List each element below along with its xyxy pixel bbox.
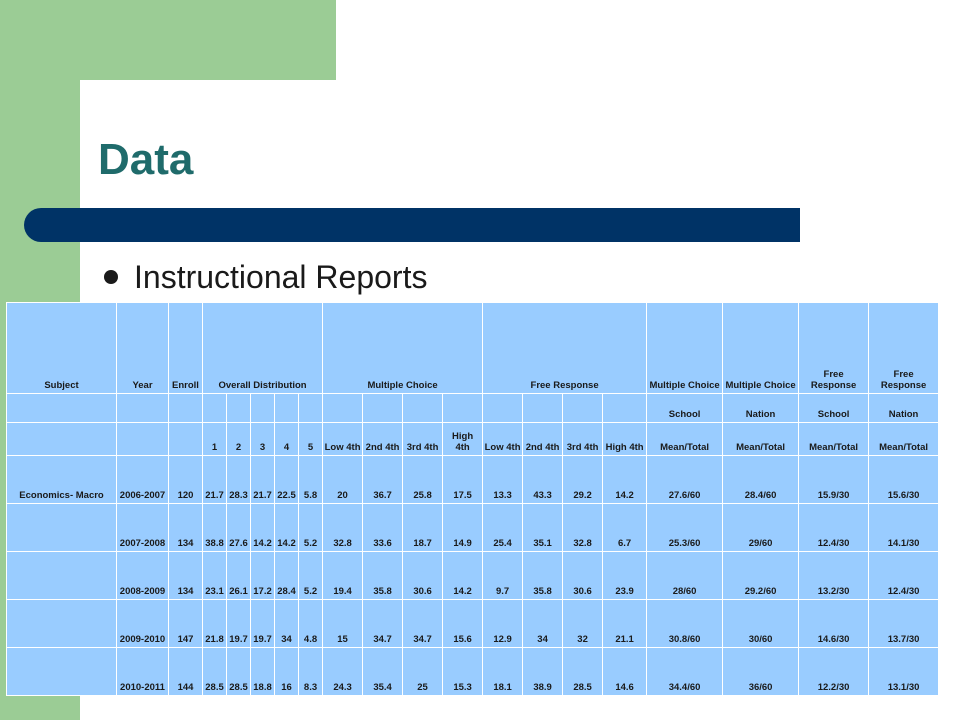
table-cell: 34 — [523, 600, 563, 648]
header-free-response: Free Response — [483, 303, 647, 394]
header3-cell: Low 4th — [483, 423, 523, 456]
table-cell: 21.8 — [203, 600, 227, 648]
table-cell: 2006-2007 — [117, 456, 169, 504]
header3-cell: 3 — [251, 423, 275, 456]
table-cell — [7, 600, 117, 648]
header2-cell — [117, 394, 169, 423]
table-cell: 35.8 — [523, 552, 563, 600]
table-cell: 36/60 — [723, 648, 799, 696]
table-cell: 5.2 — [299, 504, 323, 552]
table-cell: 20 — [323, 456, 363, 504]
header-enroll: Enroll — [169, 303, 203, 394]
table-cell: 14.2 — [251, 504, 275, 552]
table-cell: 36.7 — [363, 456, 403, 504]
table-row — [7, 600, 939, 648]
table-cell: 34 — [275, 600, 299, 648]
table-cell: 17.2 — [251, 552, 275, 600]
table-cell: 25.8 — [403, 456, 443, 504]
table-row — [7, 552, 939, 600]
table-cell: 30.6 — [403, 552, 443, 600]
table-cell: 28.5 — [563, 648, 603, 696]
header2-cell — [299, 394, 323, 423]
table-cell: 5.2 — [299, 552, 323, 600]
table-cell: 12.4/30 — [869, 552, 939, 600]
table-cell: 12.2/30 — [799, 648, 869, 696]
table-cell: 34.7 — [403, 600, 443, 648]
table-cell: 32.8 — [323, 504, 363, 552]
header2-cell — [403, 394, 443, 423]
header2-cell — [275, 394, 299, 423]
header3-cell: 3rd 4th — [403, 423, 443, 456]
table-cell: 30.6 — [563, 552, 603, 600]
table-cell: 21.7 — [203, 456, 227, 504]
table-cell: 14.9 — [443, 504, 483, 552]
table-cell: 23.1 — [203, 552, 227, 600]
table-cell: 29/60 — [723, 504, 799, 552]
table-cell: 38.8 — [203, 504, 227, 552]
table-cell: 43.3 — [523, 456, 563, 504]
header3-cell: 2 — [227, 423, 251, 456]
table-cell: 35.4 — [363, 648, 403, 696]
header3-cell: 1 — [203, 423, 227, 456]
table-cell: 14.2 — [443, 552, 483, 600]
table-cell — [7, 648, 117, 696]
header2-nation-2: Nation — [869, 394, 939, 423]
table-cell: 2008-2009 — [117, 552, 169, 600]
header3-cell: Mean/Total — [799, 423, 869, 456]
header-fr-nation: Free Response — [869, 303, 939, 394]
header3-cell: 3rd 4th — [563, 423, 603, 456]
header2-cell — [483, 394, 523, 423]
slide-title: Data — [98, 135, 194, 184]
header2-cell — [603, 394, 647, 423]
header3-cell: Mean/Total — [723, 423, 799, 456]
header3-cell — [7, 423, 117, 456]
table-cell: 25 — [403, 648, 443, 696]
table-cell: 23.9 — [603, 552, 647, 600]
header-mc-school: Multiple Choice — [647, 303, 723, 394]
table-cell: 19.4 — [323, 552, 363, 600]
table-cell: 30.8/60 — [647, 600, 723, 648]
table-cell: 13.2/30 — [799, 552, 869, 600]
header3-cell: Mean/Total — [647, 423, 723, 456]
table-cell: 19.7 — [227, 600, 251, 648]
table-cell: 8.3 — [299, 648, 323, 696]
table-cell: 134 — [169, 504, 203, 552]
table-cell: 6.7 — [603, 504, 647, 552]
header3-cell: High 4th — [443, 423, 483, 456]
table-cell: 4.8 — [299, 600, 323, 648]
table-cell: 32.8 — [563, 504, 603, 552]
table-row — [7, 648, 939, 696]
table-cell: 12.9 — [483, 600, 523, 648]
header3-cell: 4 — [275, 423, 299, 456]
header2-nation-1: Nation — [723, 394, 799, 423]
table-cell: 24.3 — [323, 648, 363, 696]
header-row-3 — [7, 423, 939, 456]
header2-school-2: School — [799, 394, 869, 423]
table-cell: 2007-2008 — [117, 504, 169, 552]
table-cell: 15.9/30 — [799, 456, 869, 504]
header-row-2 — [7, 394, 939, 423]
table-cell: 30/60 — [723, 600, 799, 648]
instructional-report-table — [6, 302, 939, 696]
header-year: Year — [117, 303, 169, 394]
table-cell: 38.9 — [523, 648, 563, 696]
header3-cell: Low 4th — [323, 423, 363, 456]
header-multiple-choice: Multiple Choice — [323, 303, 483, 394]
table-cell: 2010-2011 — [117, 648, 169, 696]
header2-school-1: School — [647, 394, 723, 423]
table-cell: 15.3 — [443, 648, 483, 696]
table-cell: Economics- Macro — [7, 456, 117, 504]
table-cell — [7, 504, 117, 552]
table-cell: 15 — [323, 600, 363, 648]
table-cell: 28/60 — [647, 552, 723, 600]
header2-cell — [251, 394, 275, 423]
table-cell: 147 — [169, 600, 203, 648]
table-cell: 21.1 — [603, 600, 647, 648]
header3-cell: 5 — [299, 423, 323, 456]
table-cell: 14.6 — [603, 648, 647, 696]
table-cell: 14.6/30 — [799, 600, 869, 648]
table-cell: 28.3 — [227, 456, 251, 504]
report-table-container — [6, 302, 938, 693]
header2-cell — [169, 394, 203, 423]
table-cell: 32 — [563, 600, 603, 648]
header2-cell — [443, 394, 483, 423]
table-cell: 14.1/30 — [869, 504, 939, 552]
header2-cell — [523, 394, 563, 423]
table-cell: 12.4/30 — [799, 504, 869, 552]
table-cell: 2009-2010 — [117, 600, 169, 648]
table-cell: 35.8 — [363, 552, 403, 600]
table-cell: 34.7 — [363, 600, 403, 648]
table-cell — [7, 552, 117, 600]
table-row — [7, 504, 939, 552]
header-row-1 — [7, 303, 939, 394]
table-cell: 28.5 — [203, 648, 227, 696]
header3-cell: Mean/Total — [869, 423, 939, 456]
header-fr-school: Free Response — [799, 303, 869, 394]
header3-cell — [117, 423, 169, 456]
table-cell: 120 — [169, 456, 203, 504]
table-cell: 13.1/30 — [869, 648, 939, 696]
header2-cell — [227, 394, 251, 423]
header2-cell — [563, 394, 603, 423]
header-mc-nation: Multiple Choice — [723, 303, 799, 394]
table-cell: 34.4/60 — [647, 648, 723, 696]
table-cell: 18.7 — [403, 504, 443, 552]
table-cell: 13.7/30 — [869, 600, 939, 648]
bullet-dot-icon — [104, 270, 118, 284]
table-cell: 21.7 — [251, 456, 275, 504]
header2-cell — [323, 394, 363, 423]
top-green-band — [0, 0, 336, 80]
table-cell: 5.8 — [299, 456, 323, 504]
header-overall-distribution: Overall Distribution — [203, 303, 323, 394]
table-cell: 14.2 — [603, 456, 647, 504]
table-cell: 15.6/30 — [869, 456, 939, 504]
table-row — [7, 456, 939, 504]
table-cell: 33.6 — [363, 504, 403, 552]
header3-cell: High 4th — [603, 423, 647, 456]
table-cell: 26.1 — [227, 552, 251, 600]
table-cell: 28.5 — [227, 648, 251, 696]
bullet-text: Instructional Reports — [134, 259, 428, 295]
table-cell: 35.1 — [523, 504, 563, 552]
header2-cell — [7, 394, 117, 423]
header-subject: Subject — [7, 303, 117, 394]
table-cell: 22.5 — [275, 456, 299, 504]
table-cell: 28.4/60 — [723, 456, 799, 504]
title-divider-bar — [24, 208, 800, 242]
header2-cell — [203, 394, 227, 423]
header3-cell: 2nd 4th — [523, 423, 563, 456]
table-cell: 134 — [169, 552, 203, 600]
table-cell: 18.1 — [483, 648, 523, 696]
table-cell: 17.5 — [443, 456, 483, 504]
table-cell: 14.2 — [275, 504, 299, 552]
table-cell: 27.6/60 — [647, 456, 723, 504]
table-cell: 18.8 — [251, 648, 275, 696]
table-cell: 19.7 — [251, 600, 275, 648]
table-cell: 13.3 — [483, 456, 523, 504]
table-cell: 28.4 — [275, 552, 299, 600]
table-cell: 29.2 — [563, 456, 603, 504]
table-cell: 25.3/60 — [647, 504, 723, 552]
header2-cell — [363, 394, 403, 423]
table-cell: 9.7 — [483, 552, 523, 600]
header3-cell: 2nd 4th — [363, 423, 403, 456]
table-cell: 27.6 — [227, 504, 251, 552]
table-cell: 29.2/60 — [723, 552, 799, 600]
table-cell: 144 — [169, 648, 203, 696]
table-cell: 25.4 — [483, 504, 523, 552]
table-cell: 15.6 — [443, 600, 483, 648]
header3-cell — [169, 423, 203, 456]
table-cell: 16 — [275, 648, 299, 696]
